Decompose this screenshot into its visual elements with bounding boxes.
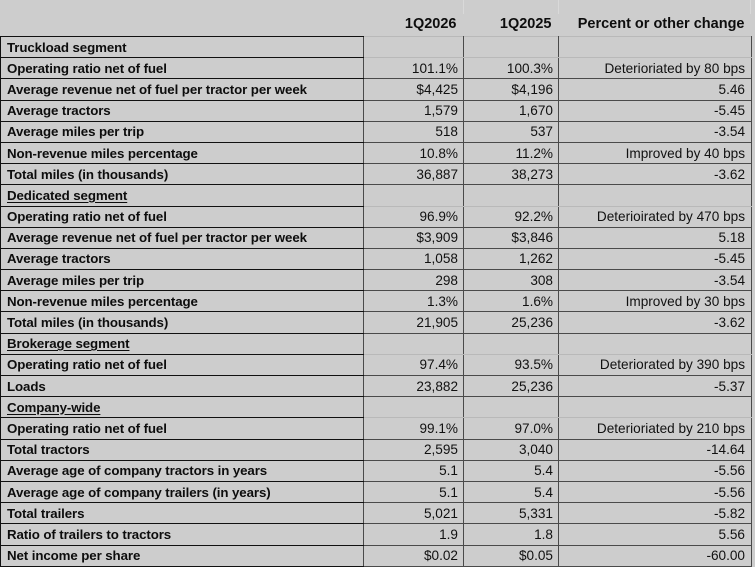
table-row	[1, 545, 752, 566]
cell-prior-period: 5,331	[464, 503, 559, 524]
table-row	[1, 524, 752, 545]
row-label	[1, 354, 364, 375]
row-label-text: Total trailers	[7, 505, 85, 521]
column-guide-2	[558, 0, 559, 14]
table-row	[1, 248, 752, 269]
table-header-row	[1, 14, 752, 37]
cell-current-period: 5.1	[364, 460, 464, 481]
row-label-text: Operating ratio net of fuel	[7, 209, 167, 225]
cell-change: 5.56	[559, 524, 752, 545]
cell-current-period	[364, 185, 464, 206]
row-label-text: Total tractors	[7, 442, 90, 458]
cell-change: Deterioriated by 210 bps	[559, 418, 752, 439]
row-label	[1, 270, 364, 291]
cell-change: -60.00	[559, 545, 752, 566]
row-label	[1, 397, 364, 418]
column-guide-1	[463, 0, 464, 14]
cell-change: -3.62	[559, 164, 752, 185]
row-label	[1, 545, 364, 566]
section-header-row	[1, 37, 752, 58]
cell-prior-period: 93.5%	[464, 354, 559, 375]
cell-change: Deterioirated by 470 bps	[559, 206, 752, 227]
row-label-text: Operating ratio net of fuel	[7, 60, 167, 76]
row-label	[1, 185, 364, 206]
row-label-text: Loads	[7, 378, 46, 394]
cell-prior-period: $4,196	[464, 79, 559, 100]
row-label	[1, 376, 364, 397]
row-label-text: Average tractors	[7, 103, 111, 119]
row-label	[1, 79, 364, 100]
cell-current-period: 5.1	[364, 481, 464, 502]
cell-current-period: 1,579	[364, 100, 464, 121]
cell-current-period	[364, 333, 464, 354]
table-row	[1, 121, 752, 142]
cell-change: -5.56	[559, 481, 752, 502]
cell-prior-period: 3,040	[464, 439, 559, 460]
cell-change: Improved by 40 bps	[559, 142, 752, 163]
table-row	[1, 270, 752, 291]
cell-current-period: 36,887	[364, 164, 464, 185]
header-label-col	[1, 14, 364, 37]
row-label-text: Total miles (in thousands)	[7, 166, 169, 182]
row-label-text: Brokerage segment	[7, 336, 130, 352]
cell-current-period: 1.3%	[364, 291, 464, 312]
cell-current-period: $0.02	[364, 545, 464, 566]
table-row	[1, 291, 752, 312]
row-label-text: Non-revenue miles percentage	[7, 145, 198, 161]
cell-change: -5.82	[559, 503, 752, 524]
cell-prior-period: 5.4	[464, 481, 559, 502]
row-label-text: Operating ratio net of fuel	[7, 357, 167, 373]
row-label-text: Operating ratio net of fuel	[7, 420, 167, 436]
cell-prior-period: 100.3%	[464, 58, 559, 79]
cell-prior-period: 38,273	[464, 164, 559, 185]
cell-change: Deteriorated by 390 bps	[559, 354, 752, 375]
cell-current-period: 1.9	[364, 524, 464, 545]
cell-change: -3.62	[559, 312, 752, 333]
row-label	[1, 333, 364, 354]
cell-current-period: 97.4%	[364, 354, 464, 375]
table-row	[1, 206, 752, 227]
row-label	[1, 460, 364, 481]
row-label	[1, 503, 364, 524]
row-label-text: Average revenue net of fuel per tractor per week	[7, 230, 307, 246]
row-label	[1, 248, 364, 269]
row-label-text: Average miles per trip	[7, 124, 144, 140]
cell-current-period	[364, 397, 464, 418]
cell-prior-period: 97.0%	[464, 418, 559, 439]
header-change-col: Percent or other change	[559, 14, 752, 37]
row-label	[1, 100, 364, 121]
row-label	[1, 121, 364, 142]
section-header-row	[1, 185, 752, 206]
operating-metrics-table	[0, 14, 752, 567]
cell-prior-period: 537	[464, 121, 559, 142]
row-label-text: Dedicated segment	[7, 187, 128, 203]
table-row	[1, 227, 752, 248]
row-label	[1, 227, 364, 248]
cell-prior-period: 25,236	[464, 376, 559, 397]
row-label	[1, 481, 364, 502]
row-label-text: Company-wide	[7, 399, 101, 415]
cell-current-period: 5,021	[364, 503, 464, 524]
table-row	[1, 79, 752, 100]
cell-change	[559, 397, 752, 418]
cell-current-period	[364, 37, 464, 58]
cell-prior-period: 5.4	[464, 460, 559, 481]
cell-prior-period: 308	[464, 270, 559, 291]
section-header-row	[1, 333, 752, 354]
table-row	[1, 100, 752, 121]
cell-current-period: 101.1%	[364, 58, 464, 79]
table-row	[1, 418, 752, 439]
row-label	[1, 37, 364, 58]
cell-current-period: 10.8%	[364, 142, 464, 163]
cell-change	[559, 185, 752, 206]
cell-current-period: $4,425	[364, 79, 464, 100]
row-label-text: Truckload segment	[7, 39, 127, 55]
cell-prior-period	[464, 397, 559, 418]
cell-prior-period: 25,236	[464, 312, 559, 333]
table-row	[1, 460, 752, 481]
cell-change: -5.45	[559, 248, 752, 269]
cell-prior-period: 1.8	[464, 524, 559, 545]
row-label-text: Total miles (in thousands)	[7, 315, 169, 331]
table-row	[1, 164, 752, 185]
table-row	[1, 312, 752, 333]
cell-prior-period	[464, 333, 559, 354]
cell-prior-period	[464, 37, 559, 58]
cell-prior-period: 11.2%	[464, 142, 559, 163]
cell-change	[559, 37, 752, 58]
cell-current-period: 99.1%	[364, 418, 464, 439]
cell-change: -3.54	[559, 121, 752, 142]
row-label-text: Average tractors	[7, 251, 111, 267]
row-label	[1, 164, 364, 185]
row-label	[1, 206, 364, 227]
cell-change: Deterioriated by 80 bps	[559, 58, 752, 79]
cell-current-period: 1,058	[364, 248, 464, 269]
row-label-text: Average age of company tractors in years	[7, 463, 268, 479]
cell-prior-period: 1.6%	[464, 291, 559, 312]
cell-current-period: 298	[364, 270, 464, 291]
cell-change: -5.45	[559, 100, 752, 121]
row-label-text: Non-revenue miles percentage	[7, 293, 198, 309]
header-current-period: 1Q2026	[364, 14, 464, 37]
row-label	[1, 142, 364, 163]
table-row	[1, 142, 752, 163]
cell-change: Improved by 30 bps	[559, 291, 752, 312]
cell-change: -5.56	[559, 460, 752, 481]
cell-prior-period	[464, 185, 559, 206]
cell-change: -5.37	[559, 376, 752, 397]
cell-prior-period: $0.05	[464, 545, 559, 566]
cell-current-period: 21,905	[364, 312, 464, 333]
column-guides	[0, 0, 755, 14]
cell-current-period: 518	[364, 121, 464, 142]
cell-current-period: 96.9%	[364, 206, 464, 227]
row-label	[1, 58, 364, 79]
cell-current-period: $3,909	[364, 227, 464, 248]
header-prior-period: 1Q2025	[464, 14, 559, 37]
table-body	[1, 37, 752, 567]
cell-current-period: 23,882	[364, 376, 464, 397]
table-row	[1, 376, 752, 397]
row-label	[1, 418, 364, 439]
table-row	[1, 481, 752, 502]
cell-change: 5.18	[559, 227, 752, 248]
cell-current-period: 2,595	[364, 439, 464, 460]
row-label-text: Net income per share	[7, 548, 141, 564]
row-label	[1, 312, 364, 333]
row-label-text: Average revenue net of fuel per tractor per week	[7, 81, 307, 97]
row-label-text: Average age of company trailers (in years)	[7, 484, 271, 500]
cell-prior-period: $3,846	[464, 227, 559, 248]
cell-prior-period: 92.2%	[464, 206, 559, 227]
cell-prior-period: 1,262	[464, 248, 559, 269]
table-head	[1, 14, 752, 37]
row-label-text: Ratio of trailers to tractors	[7, 526, 172, 542]
table-row	[1, 503, 752, 524]
section-header-row	[1, 397, 752, 418]
column-guide-3	[750, 0, 751, 14]
table-row	[1, 354, 752, 375]
cell-change: -3.54	[559, 270, 752, 291]
cell-change: -14.64	[559, 439, 752, 460]
cell-change	[559, 333, 752, 354]
row-label-text: Average miles per trip	[7, 272, 144, 288]
row-label	[1, 439, 364, 460]
row-label	[1, 524, 364, 545]
cell-change: 5.46	[559, 79, 752, 100]
table-row	[1, 58, 752, 79]
row-label	[1, 291, 364, 312]
table-row	[1, 439, 752, 460]
cell-prior-period: 1,670	[464, 100, 559, 121]
